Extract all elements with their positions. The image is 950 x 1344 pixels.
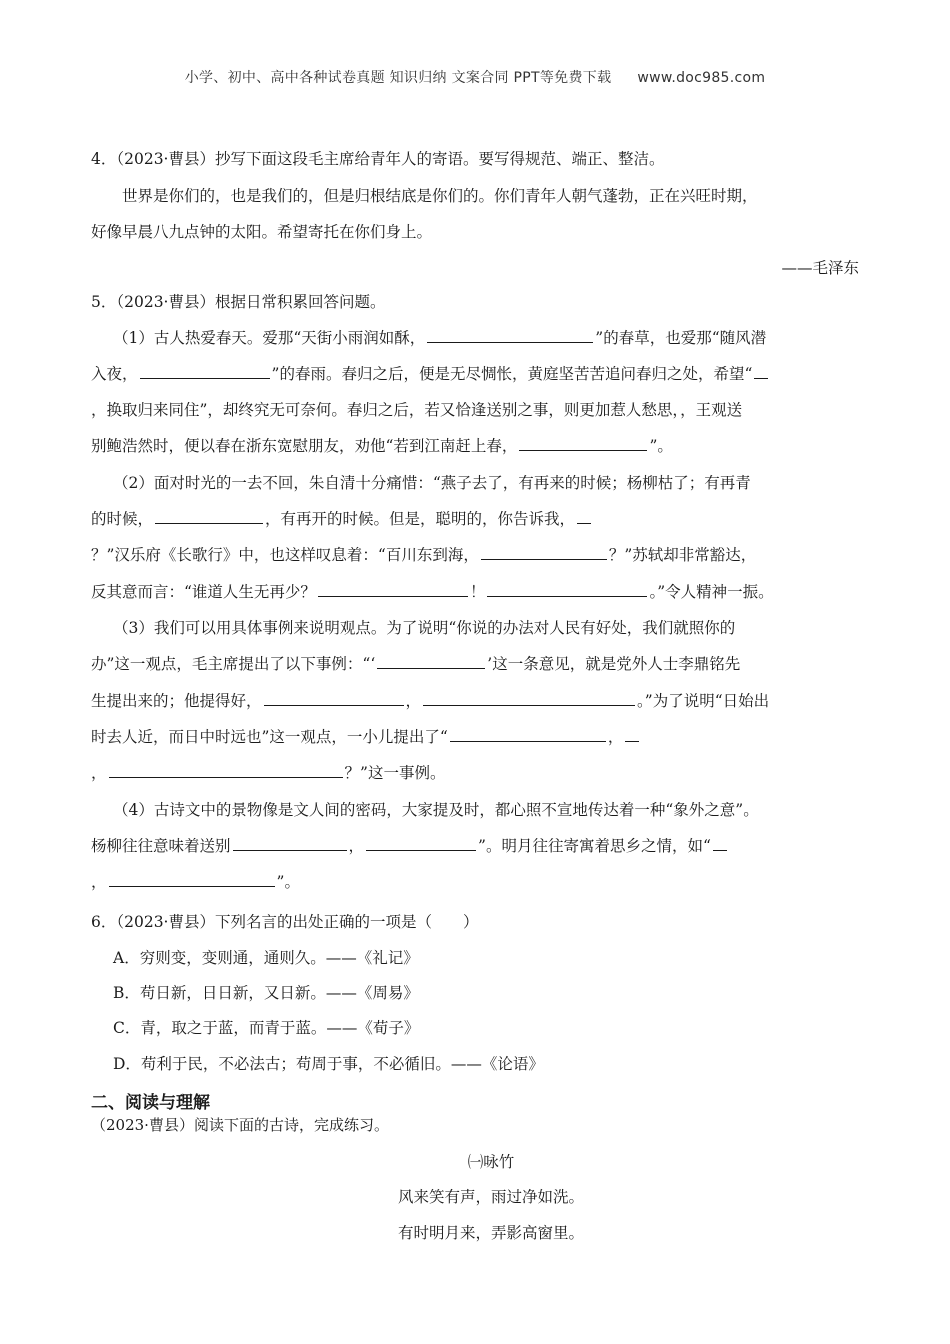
- q5-2-line1: （2）面对时光的一去不回，朱自清十分痛惜：“燕子去了，有再来的时候；杨柳枯了；有再青: [113, 474, 751, 492]
- answer-blank[interactable]: [264, 690, 404, 706]
- q5-2-text: ，有再开的时候。但是，聪明的，你告诉我，: [265, 510, 576, 528]
- answer-blank[interactable]: [713, 835, 727, 851]
- q5-3-text: 时去人近，而日中时远也”这一观点，一小儿提出了“: [91, 728, 448, 746]
- answer-blank[interactable]: [318, 581, 468, 597]
- q5-1-text: ”的春雨。春归之后，便是无尽惆怅，黄庭坚苦苦追问春归之处，希望“: [271, 365, 753, 383]
- answer-blank[interactable]: [481, 544, 607, 560]
- q5-4-text: 杨柳往往意味着送别: [91, 837, 231, 855]
- q5-1-line2: [91, 362, 770, 384]
- q5-4-text: ”。: [276, 873, 300, 891]
- q6-option-b[interactable]: B．苟日新，日日新，又日新。——《周易》: [113, 984, 419, 1002]
- q5-2-text: ！: [469, 583, 486, 601]
- section-intro: （2023·曹县）阅读下面的古诗，完成练习。: [91, 1116, 389, 1134]
- q5-3-text: ，: [607, 728, 624, 746]
- answer-blank[interactable]: [427, 327, 593, 343]
- q5-1-line3: ，换取归来同住”，却终究无可奈何。春归之后，若又恰逢送别之事，则更加惹人愁思，，王观送: [91, 401, 743, 419]
- q5-2-line4: [91, 580, 774, 602]
- q5-3-text: ，: [91, 764, 107, 782]
- q5-2-text: 的时候，: [91, 510, 154, 528]
- q5-3-text: ’这一条意见，就是党外人士李鼎铭先: [487, 655, 741, 673]
- answer-blank[interactable]: [519, 435, 647, 451]
- q5-3-line4: [91, 725, 641, 747]
- q5-1-line1: [113, 326, 766, 348]
- q5-4-text: ，: [348, 837, 365, 855]
- q6-option-a[interactable]: A．穷则变，变则通，通则久。——《礼记》: [113, 949, 419, 967]
- answer-blank[interactable]: [109, 871, 275, 887]
- answer-blank[interactable]: [487, 581, 647, 597]
- answer-blank[interactable]: [577, 508, 591, 524]
- q5-2-text: 。”令人精神一振。: [649, 583, 774, 601]
- q5-3-line1: （3）我们可以用具体事例来说明观点。为了说明“你说的办法对人民有好处，我们就照你的: [113, 619, 736, 637]
- answer-blank[interactable]: [366, 835, 476, 851]
- q5-3-line2: [91, 652, 740, 674]
- answer-blank[interactable]: [423, 690, 635, 706]
- header-text: 小学、初中、高中各种试卷真题 知识归纳 文案合同 PPT等免费下载: [184, 70, 612, 86]
- q5-3-line3: [91, 689, 769, 711]
- q5-4-text: ，: [91, 873, 107, 891]
- q5-3-text: 。”为了说明“日始出: [637, 692, 770, 710]
- answer-blank[interactable]: [233, 835, 347, 851]
- q5-2-line2: [91, 507, 593, 529]
- poem-line-1: 风来笑有声，雨过净如洗。: [397, 1188, 584, 1206]
- answer-blank[interactable]: [140, 363, 270, 379]
- q5-2-text: 反其意而言：“谁道人生无再少？: [91, 583, 316, 601]
- q5-3-text: 生提出来的；他提得好，: [91, 692, 262, 710]
- q5-2-text: ？”苏轼却非常豁达，: [608, 546, 757, 564]
- q5-3-text: ，: [405, 692, 422, 710]
- q5-1-text: 入夜，: [91, 365, 138, 383]
- q5-1-text: 别鲍浩然时，便以春在浙东宽慰朋友，劝他“若到江南赶上春，: [91, 437, 518, 455]
- q5-4-line3: [91, 870, 300, 892]
- q5-1-text: ”。: [649, 437, 673, 455]
- section-title: 二、阅读与理解: [91, 1093, 210, 1113]
- q6-option-c[interactable]: C．青，取之于蓝，而青于蓝。——《荀子》: [113, 1019, 420, 1037]
- answer-blank[interactable]: [155, 508, 263, 524]
- q5-1-text: （1）古人热爱春天。爱那“天街小雨润如酥，: [113, 329, 426, 347]
- q5-3-text: ？”这一事例。: [344, 764, 446, 782]
- q6-option-d[interactable]: D．苟利于民，不必法古；苟周于事，不必循旧。——《论语》: [113, 1055, 544, 1073]
- q5-3-line5: [91, 761, 445, 783]
- q4-stem: 4．（2023·曹县）抄写下面这段毛主席给青年人的寄语。要写得规范、端正、整洁。: [91, 150, 665, 168]
- q5-2-line3: [91, 543, 756, 565]
- poem-title: ㈠咏竹: [467, 1153, 515, 1171]
- q5-3-text: 办”这一观点，毛主席提出了以下事例：“‘: [91, 655, 376, 673]
- q5-2-text: ？”汉乐府《长歌行》中，也这样叹息着：“百川东到海，: [91, 546, 479, 564]
- page-header: [0, 67, 950, 87]
- answer-blank[interactable]: [625, 726, 639, 742]
- poem-line-2: 有时明月来，弄影高窗里。: [397, 1224, 584, 1242]
- header-url[interactable]: www.doc985.com: [637, 70, 766, 86]
- q6-stem: 6．（2023·曹县）下列名言的出处正确的一项是（ ）: [91, 913, 479, 931]
- q4-passage-line1: 世界是你们的，也是我们的，但是归根结底是你们的。你们青年人朝气蓬勃，正在兴旺时期，: [122, 187, 758, 205]
- q5-stem: 5．（2023·曹县）根据日常积累回答问题。: [91, 293, 386, 311]
- q5-4-text: ”。明月往往寄寓着思乡之情，如“: [478, 837, 711, 855]
- q4-author: ——毛泽东: [781, 259, 859, 277]
- q5-4-line1: （4）古诗文中的景物像是文人间的密码，大家提及时，都心照不宣地传达着一种“象外之意”。: [113, 801, 759, 819]
- q5-1-line4: [91, 434, 673, 456]
- answer-blank[interactable]: [377, 653, 485, 669]
- q4-passage-line2: 好像早晨八九点钟的太阳。希望寄托在你们身上。: [91, 223, 433, 241]
- answer-blank[interactable]: [754, 363, 768, 379]
- q5-4-line2: [91, 834, 729, 856]
- answer-blank[interactable]: [109, 762, 343, 778]
- q5-1-text: ”的春草，也爱那“随风潜: [595, 329, 767, 347]
- answer-blank[interactable]: [450, 726, 606, 742]
